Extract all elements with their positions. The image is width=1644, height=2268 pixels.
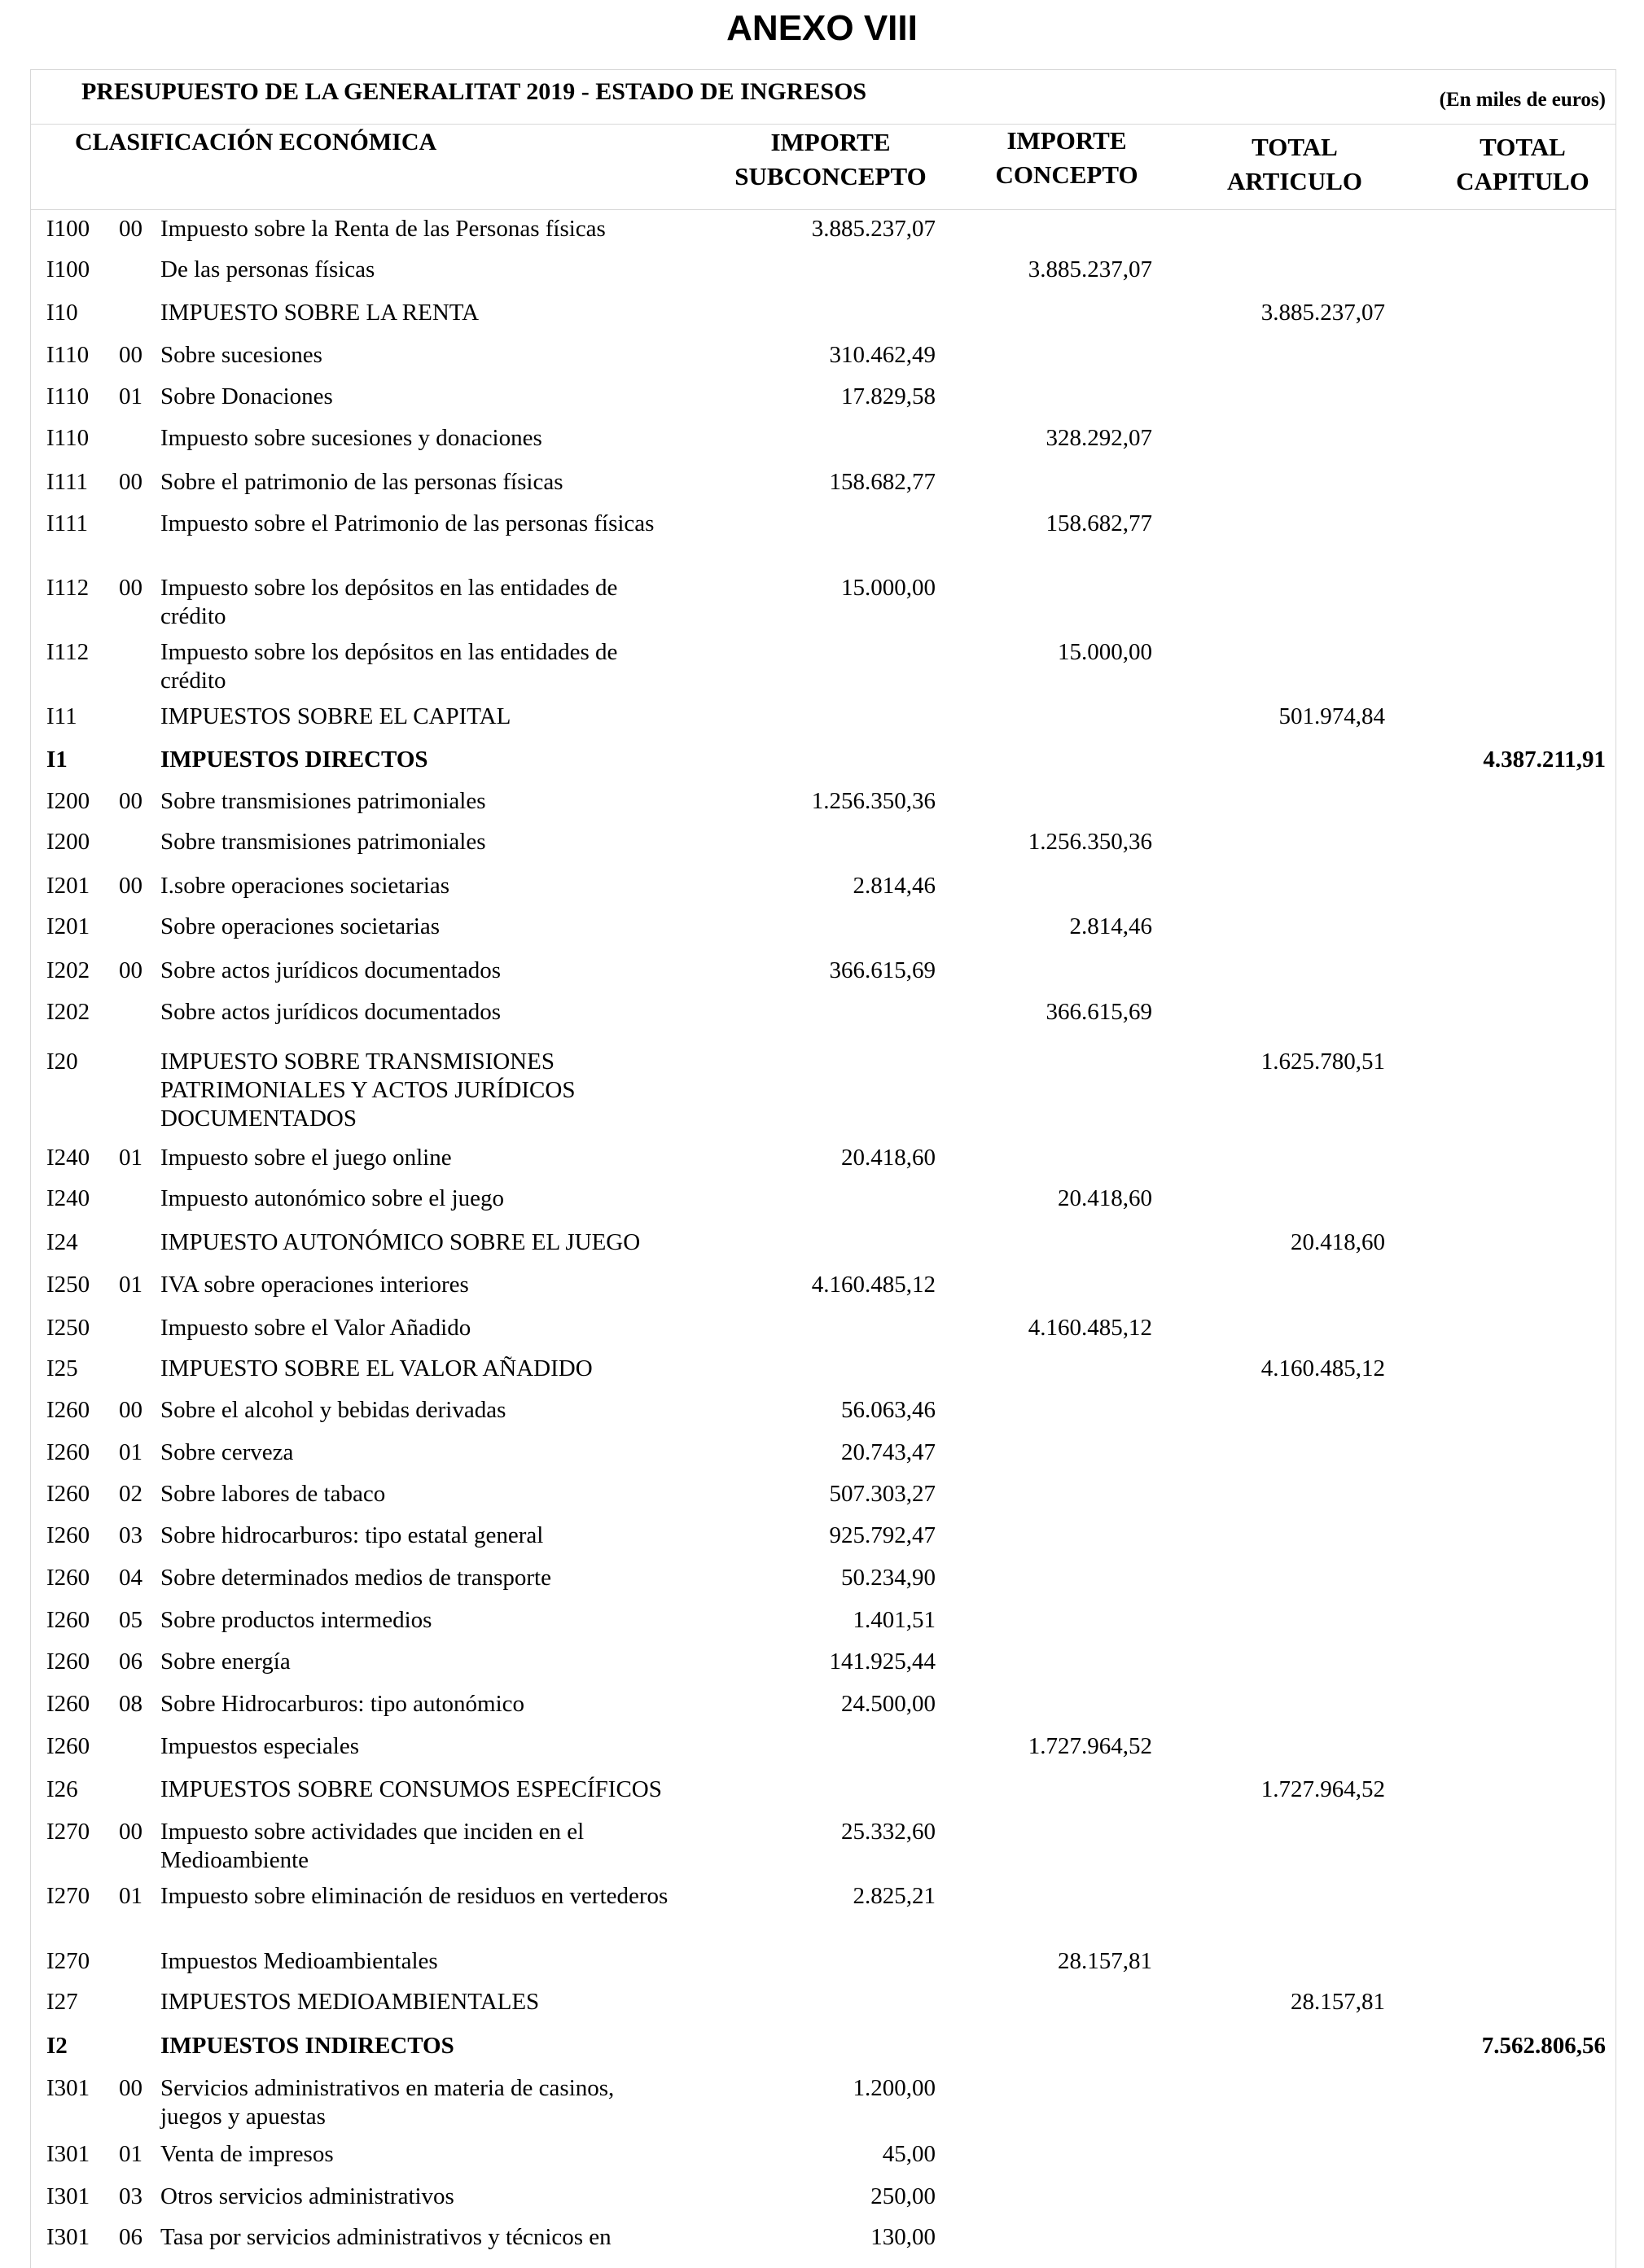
row-description: Impuesto sobre eliminación de residuos en vertederos: [160, 1883, 669, 1909]
row-subconcept: 00: [119, 873, 142, 899]
row-importe-subconcepto: 24.500,00: [841, 1691, 936, 1717]
row-code: I20: [46, 1049, 78, 1075]
row-description: Sobre el alcohol y bebidas derivadas: [160, 1397, 506, 1423]
row-importe-subconcepto: 2.825,21: [853, 1883, 936, 1909]
row-code: I27: [46, 1989, 78, 2015]
row-description: Impuesto sobre actividades que inciden en el Medioambiente: [160, 1819, 585, 1873]
row-code: I260: [46, 1648, 90, 1675]
row-importe-concepto: 2.814,46: [1069, 913, 1152, 939]
row-description: IMPUESTOS SOBRE EL CAPITAL: [160, 703, 511, 729]
row-description: I.sobre operaciones societarias: [160, 873, 450, 899]
row-total-articulo: 28.157,81: [1291, 1989, 1385, 2015]
row-importe-concepto: 15.000,00: [1058, 639, 1152, 665]
row-importe-concepto: 1.727.964,52: [1028, 1733, 1152, 1759]
row-importe-concepto: 328.292,07: [1046, 425, 1152, 451]
row-description: Impuesto sobre el Patrimonio de las personas físicas: [160, 510, 655, 536]
row-subconcept: 01: [119, 2141, 142, 2167]
row-code: I260: [46, 1607, 90, 1633]
row-subconcept: 06: [119, 1648, 142, 1675]
row-code: I110: [46, 342, 90, 368]
row-subconcept: 03: [119, 1522, 142, 1548]
row-subconcept: 01: [119, 1272, 142, 1298]
row-total-capitulo: 4.387.211,91: [1483, 747, 1606, 773]
row-description: Servicios administrativos en materia de casinos, juegos y apuestas: [160, 2075, 615, 2130]
row-subconcept: 06: [119, 2224, 142, 2250]
row-code: I260: [46, 1522, 90, 1548]
row-code: I250: [46, 1315, 90, 1341]
row-description: Impuesto sobre los depósitos en las entidades de crédito: [160, 639, 618, 694]
row-subconcept: 03: [119, 2183, 142, 2209]
row-description: Sobre el patrimonio de las personas físicas: [160, 469, 563, 495]
row-description: Sobre actos jurídicos documentados: [160, 999, 501, 1025]
row-subconcept: 02: [119, 1481, 142, 1507]
row-importe-concepto: 158.682,77: [1046, 510, 1152, 536]
col-head-subconcepto-line2: SUBCONCEPTO: [734, 162, 927, 190]
row-subconcept: 00: [119, 957, 142, 983]
row-importe-subconcepto: 2.814,46: [853, 873, 936, 899]
row-importe-subconcepto: 158.682,77: [829, 469, 936, 495]
row-subconcept: 00: [119, 575, 142, 601]
row-description: Sobre operaciones societarias: [160, 913, 441, 939]
row-importe-subconcepto: 20.418,60: [841, 1145, 936, 1171]
row-description: Sobre labores de tabaco: [160, 1481, 386, 1507]
col-head-articulo-line1: TOTAL: [1252, 133, 1338, 161]
row-code: I100: [46, 216, 90, 242]
row-subconcept: 05: [119, 1607, 142, 1633]
row-importe-subconcepto: 4.160.485,12: [811, 1272, 936, 1298]
row-description: Sobre transmisiones patrimoniales: [160, 788, 486, 814]
row-code: I110: [46, 425, 90, 451]
row-code: I270: [46, 1948, 90, 1974]
units-note: (En miles de euros): [1439, 89, 1606, 111]
row-code: I301: [46, 2141, 90, 2167]
row-importe-subconcepto: 366.615,69: [829, 957, 936, 983]
row-code: I260: [46, 1439, 90, 1465]
row-code: I201: [46, 913, 90, 939]
row-importe-subconcepto: 250,00: [870, 2183, 936, 2209]
row-code: I1: [46, 747, 68, 773]
row-importe-subconcepto: 141.925,44: [829, 1648, 936, 1675]
row-description: Venta de impresos: [160, 2141, 334, 2167]
row-total-articulo: 20.418,60: [1291, 1229, 1385, 1255]
row-description: Sobre sucesiones: [160, 342, 322, 368]
row-description: IVA sobre operaciones interiores: [160, 1272, 469, 1298]
row-code: I11: [46, 703, 77, 729]
row-code: I202: [46, 999, 90, 1025]
row-code: I111: [46, 510, 89, 536]
row-code: I111: [46, 469, 89, 495]
row-importe-subconcepto: 45,00: [882, 2141, 936, 2167]
col-head-articulo-line2: ARTICULO: [1227, 167, 1362, 195]
row-code: I270: [46, 1883, 90, 1909]
row-code: I202: [46, 957, 90, 983]
row-code: I10: [46, 300, 78, 326]
header-divider: [30, 124, 1616, 125]
row-total-articulo: 501.974,84: [1278, 703, 1385, 729]
col-head-subconcepto: [717, 125, 945, 194]
row-description: IMPUESTO SOBRE EL VALOR AÑADIDO: [160, 1355, 593, 1381]
row-description: Sobre energía: [160, 1648, 291, 1675]
row-total-articulo: 1.625.780,51: [1260, 1049, 1385, 1075]
row-subconcept: 00: [119, 1397, 142, 1423]
header-bottom-divider: [30, 209, 1616, 210]
col-head-concepto-line2: CONCEPTO: [995, 160, 1138, 189]
col-head-subconcepto-line1: IMPORTE: [770, 128, 891, 156]
row-code: I25: [46, 1355, 78, 1381]
row-importe-subconcepto: 1.401,51: [853, 1607, 936, 1633]
row-code: I112: [46, 575, 90, 601]
row-description: IMPUESTO SOBRE LA RENTA: [160, 300, 480, 326]
row-importe-subconcepto: 925.792,47: [829, 1522, 936, 1548]
row-code: I260: [46, 1565, 90, 1591]
row-importe-concepto: 3.885.237,07: [1028, 256, 1152, 282]
row-importe-subconcepto: 15.000,00: [841, 575, 936, 601]
row-description: Sobre determinados medios de transporte: [160, 1565, 551, 1591]
row-description: IMPUESTO SOBRE TRANSMISIONES PATRIMONIALES Y ACTOS JURÍDICOS DOCUMENTADOS: [160, 1049, 576, 1132]
row-total-articulo: 4.160.485,12: [1260, 1355, 1385, 1381]
row-subconcept: 00: [119, 216, 142, 242]
row-code: I260: [46, 1691, 90, 1717]
row-code: I201: [46, 873, 90, 899]
row-subconcept: 00: [119, 1819, 142, 1845]
row-description: Otros servicios administrativos: [160, 2183, 454, 2209]
row-importe-subconcepto: 310.462,49: [829, 342, 936, 368]
row-code: I240: [46, 1185, 90, 1211]
col-head-articulo: [1173, 130, 1417, 199]
row-code: I270: [46, 1819, 90, 1845]
row-code: I260: [46, 1481, 90, 1507]
row-importe-concepto: 1.256.350,36: [1028, 829, 1152, 855]
col-head-concepto: [945, 124, 1189, 192]
col-head-capitulo-line1: TOTAL: [1480, 133, 1566, 161]
row-description: De las personas físicas: [160, 256, 375, 282]
row-description: Impuesto sobre la Renta de las Personas físicas: [160, 216, 606, 242]
row-description: IMPUESTOS DIRECTOS: [160, 747, 428, 773]
row-subconcept: 08: [119, 1691, 142, 1717]
row-importe-concepto: 366.615,69: [1046, 999, 1152, 1025]
row-importe-subconcepto: 1.200,00: [853, 2075, 936, 2101]
row-code: I260: [46, 1733, 90, 1759]
row-description: Sobre cerveza: [160, 1439, 294, 1465]
row-code: I301: [46, 2183, 90, 2209]
row-description: Impuesto sobre el juego online: [160, 1145, 452, 1171]
row-importe-subconcepto: 3.885.237,07: [811, 216, 936, 242]
row-description: Impuesto sobre los depósitos en las entidades de crédito: [160, 575, 618, 629]
row-description: IMPUESTOS SOBRE CONSUMOS ESPECÍFICOS: [160, 1776, 662, 1802]
row-subconcept: 04: [119, 1565, 142, 1591]
row-code: I301: [46, 2075, 90, 2101]
row-code: I250: [46, 1272, 90, 1298]
row-importe-concepto: 4.160.485,12: [1028, 1315, 1152, 1341]
col-head-capitulo: [1401, 130, 1644, 199]
row-description: Impuesto autonómico sobre el juego: [160, 1185, 505, 1211]
row-total-articulo: 3.885.237,07: [1260, 300, 1385, 326]
row-total-articulo: 1.727.964,52: [1260, 1776, 1385, 1802]
row-code: I112: [46, 639, 90, 665]
row-subconcept: 00: [119, 342, 142, 368]
row-code: I260: [46, 1397, 90, 1423]
budget-title: PRESUPUESTO DE LA GENERALITAT 2019 - ESTADO DE INGRESOS: [81, 78, 867, 105]
col-head-capitulo-line2: CAPITULO: [1456, 167, 1589, 195]
row-description: Sobre Hidrocarburos: tipo autonómico: [160, 1691, 524, 1717]
classification-heading: CLASIFICACIÓN ECONÓMICA: [75, 129, 437, 155]
row-code: I100: [46, 256, 90, 282]
row-description: Impuestos especiales: [160, 1733, 360, 1759]
row-code: I26: [46, 1776, 78, 1802]
row-subconcept: 01: [119, 383, 142, 409]
row-code: I301: [46, 2224, 90, 2250]
row-description: Impuesto sobre sucesiones y donaciones: [160, 425, 542, 451]
row-description: Impuestos Medioambientales: [160, 1948, 438, 1974]
row-code: I200: [46, 829, 90, 855]
row-subconcept: 00: [119, 788, 142, 814]
row-code: I240: [46, 1145, 90, 1171]
row-importe-subconcepto: 20.743,47: [841, 1439, 936, 1465]
row-subconcept: 01: [119, 1883, 142, 1909]
row-importe-subconcepto: 50.234,90: [841, 1565, 936, 1591]
row-description: Sobre productos intermedios: [160, 1607, 432, 1633]
row-subconcept: 01: [119, 1439, 142, 1465]
row-description: Impuesto sobre el Valor Añadido: [160, 1315, 471, 1341]
row-description: IMPUESTOS INDIRECTOS: [160, 2033, 454, 2059]
row-description: IMPUESTOS MEDIOAMBIENTALES: [160, 1989, 540, 2015]
row-description: Sobre Donaciones: [160, 383, 333, 409]
annex-title: ANEXO VIII: [726, 8, 918, 48]
row-importe-concepto: 20.418,60: [1058, 1185, 1152, 1211]
row-importe-subconcepto: 25.332,60: [841, 1819, 936, 1845]
row-importe-concepto: 28.157,81: [1058, 1948, 1152, 1974]
row-description: IMPUESTO AUTONÓMICO SOBRE EL JUEGO: [160, 1229, 641, 1255]
row-subconcept: 00: [119, 2075, 142, 2101]
row-code: I2: [46, 2033, 68, 2059]
row-description: Sobre hidrocarburos: tipo estatal general: [160, 1522, 544, 1548]
row-code: I24: [46, 1229, 78, 1255]
row-importe-subconcepto: 507.303,27: [829, 1481, 936, 1507]
row-importe-subconcepto: 130,00: [870, 2224, 936, 2250]
row-subconcept: 01: [119, 1145, 142, 1171]
row-description: Sobre transmisiones patrimoniales: [160, 829, 486, 855]
row-importe-subconcepto: 17.829,58: [841, 383, 936, 409]
row-importe-subconcepto: 56.063,46: [841, 1397, 936, 1423]
row-description: Tasa por servicios administrativos y técnicos en: [160, 2224, 612, 2250]
row-subconcept: 00: [119, 469, 142, 495]
row-total-capitulo: 7.562.806,56: [1481, 2033, 1606, 2059]
row-importe-subconcepto: 1.256.350,36: [811, 788, 936, 814]
row-description: Sobre actos jurídicos documentados: [160, 957, 501, 983]
row-code: I200: [46, 788, 90, 814]
row-code: I110: [46, 383, 90, 409]
col-head-concepto-line1: IMPORTE: [1006, 126, 1127, 155]
